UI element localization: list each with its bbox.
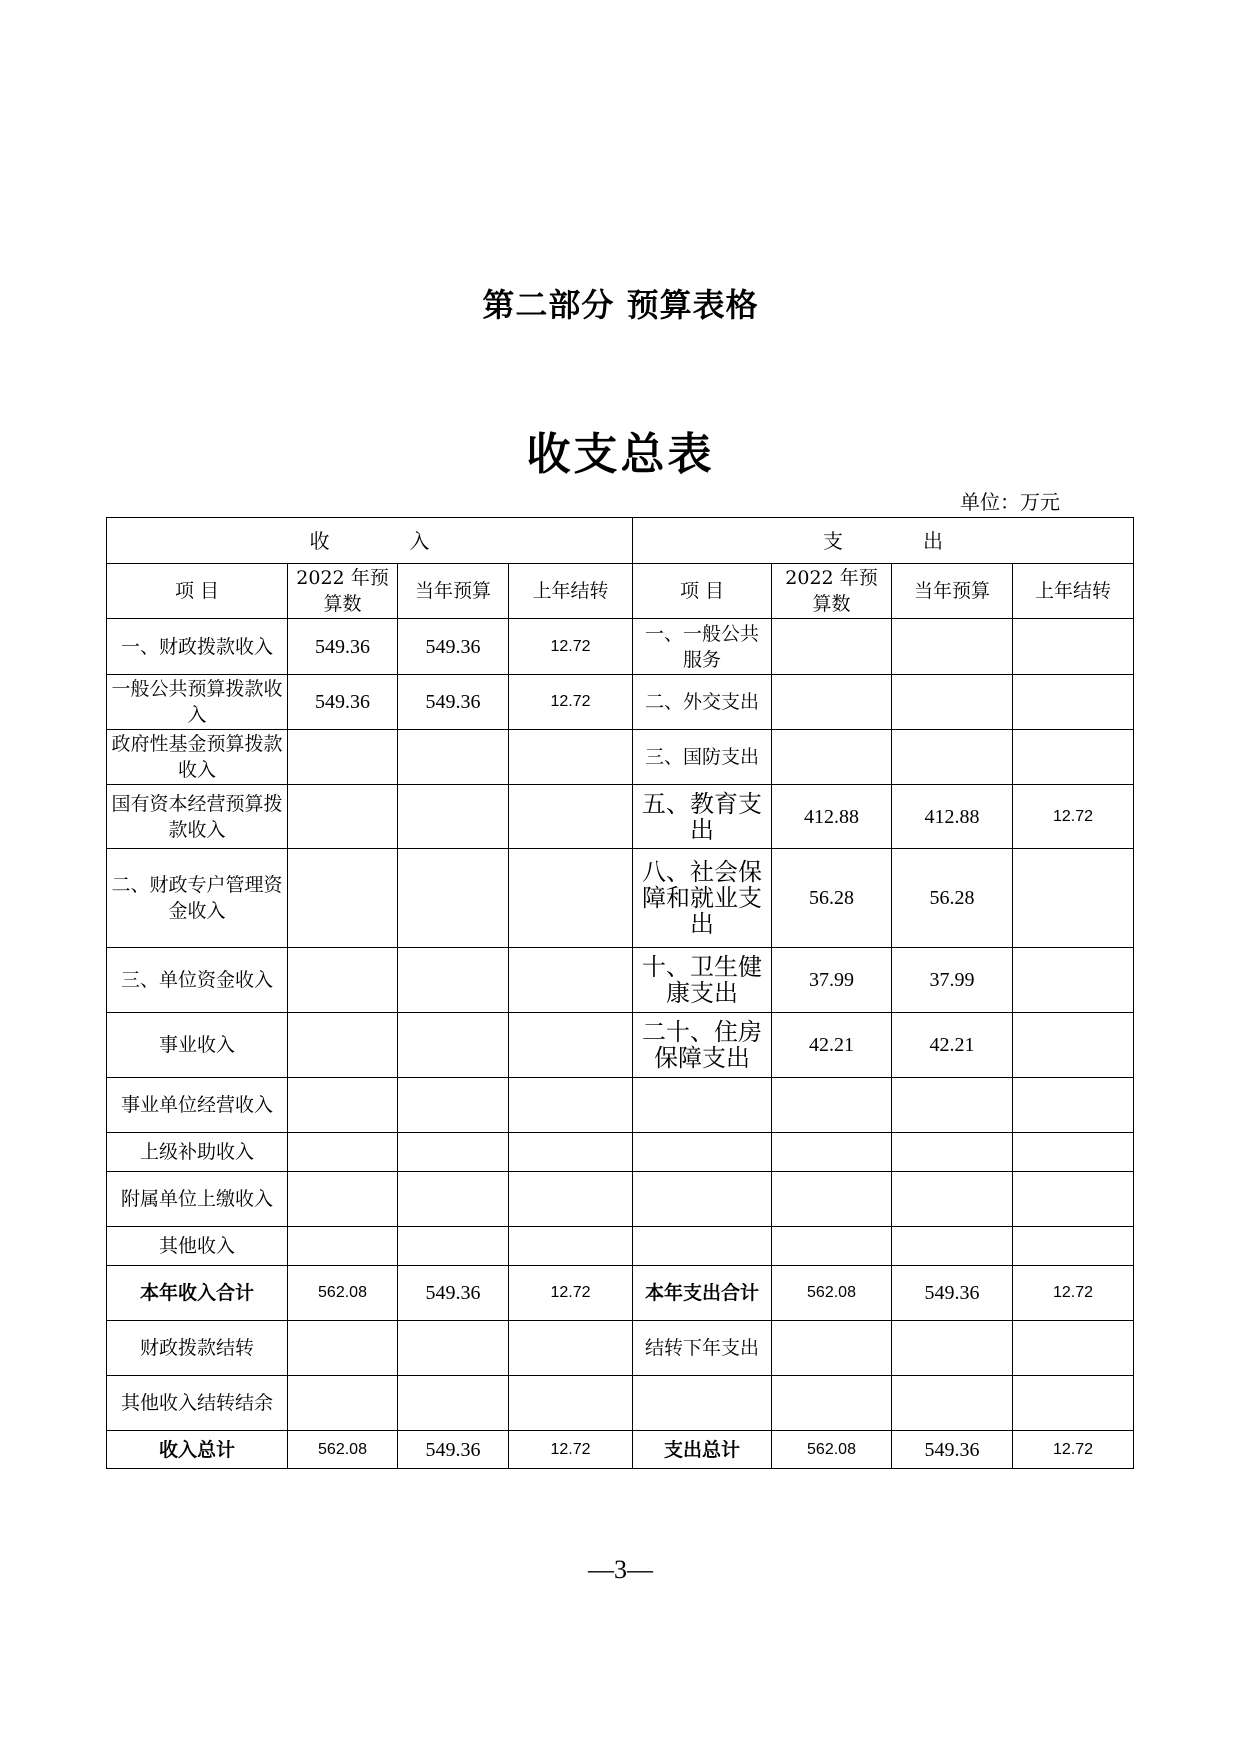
expense-current-cell: 42.21 bbox=[892, 1013, 1013, 1078]
expense-2022-cell: 42.21 bbox=[772, 1013, 892, 1078]
income-last-cell: 12.72 bbox=[509, 675, 633, 730]
expense-last-header: 上年结转 bbox=[1013, 564, 1134, 619]
table-row bbox=[107, 1227, 1134, 1266]
expense-item-cell: 结转下年支出 bbox=[633, 1321, 772, 1376]
income-2022-cell bbox=[288, 1078, 398, 1133]
income-current-cell: 549.36 bbox=[398, 1266, 509, 1321]
income-item-cell: 其他收入结转结余 bbox=[107, 1376, 288, 1431]
expense-2022-cell: 562.08 bbox=[772, 1431, 892, 1469]
income-item-cell: 收入总计 bbox=[107, 1431, 288, 1469]
income-item-cell: 财政拨款结转 bbox=[107, 1321, 288, 1376]
income-item-cell: 三、单位资金收入 bbox=[107, 948, 288, 1013]
income-current-cell bbox=[398, 1376, 509, 1431]
income-current-cell bbox=[398, 1078, 509, 1133]
expense-last-cell bbox=[1013, 1078, 1134, 1133]
income-group-char-2: 入 bbox=[409, 528, 430, 553]
table-row bbox=[107, 1431, 1134, 1469]
income-2022-cell bbox=[288, 849, 398, 948]
income-current-cell bbox=[398, 785, 509, 849]
income-item-cell: 本年收入合计 bbox=[107, 1266, 288, 1321]
expense-last-cell: 12.72 bbox=[1013, 785, 1134, 849]
expense-2022-cell: 37.99 bbox=[772, 948, 892, 1013]
income-last-cell bbox=[509, 849, 633, 948]
expense-item-cell: 支出总计 bbox=[633, 1431, 772, 1469]
income-current-cell: 549.36 bbox=[398, 675, 509, 730]
expense-last-cell bbox=[1013, 849, 1134, 948]
expense-item-cell bbox=[633, 1376, 772, 1431]
income-item-cell: 国有资本经营预算拨款收入 bbox=[107, 785, 288, 849]
expense-last-cell bbox=[1013, 948, 1134, 1013]
income-2022-cell bbox=[288, 948, 398, 1013]
income-group-char-1: 收 bbox=[309, 528, 330, 553]
income-2022-cell bbox=[288, 785, 398, 849]
table-row bbox=[107, 675, 1134, 730]
income-group-header bbox=[107, 518, 633, 564]
expense-current-cell bbox=[892, 1172, 1013, 1227]
income-2022-cell: 562.08 bbox=[288, 1431, 398, 1469]
expense-last-cell bbox=[1013, 1133, 1134, 1172]
income-current-cell bbox=[398, 1013, 509, 1078]
income-item-cell: 上级补助收入 bbox=[107, 1133, 288, 1172]
income-item-cell: 二、财政专户管理资金收入 bbox=[107, 849, 288, 948]
unit-label: 单位：万元 bbox=[960, 490, 1060, 514]
expense-item-cell: 十、卫生健康支出 bbox=[633, 948, 772, 1013]
expense-current-cell bbox=[892, 1227, 1013, 1266]
page-title: 收支总表 bbox=[526, 429, 715, 480]
income-item-cell: 一般公共预算拨款收入 bbox=[107, 675, 288, 730]
income-current-cell: 549.36 bbox=[398, 619, 509, 675]
page-number: —3— bbox=[588, 1555, 653, 1584]
income-last-cell: 12.72 bbox=[509, 1266, 633, 1321]
expense-item-cell: 二、外交支出 bbox=[633, 675, 772, 730]
expense-current-cell bbox=[892, 730, 1013, 785]
expense-2022-cell bbox=[772, 1172, 892, 1227]
income-2022-cell bbox=[288, 1133, 398, 1172]
group-header-row bbox=[107, 518, 1134, 564]
income-item-cell: 政府性基金预算拨款收入 bbox=[107, 730, 288, 785]
expense-last-cell bbox=[1013, 730, 1134, 785]
table-row bbox=[107, 1172, 1134, 1227]
income-last-cell bbox=[509, 1172, 633, 1227]
income-item-cell: 事业收入 bbox=[107, 1013, 288, 1078]
expense-current-cell bbox=[892, 1376, 1013, 1431]
income-last-cell bbox=[509, 1078, 633, 1133]
column-header-row bbox=[107, 564, 1134, 619]
expense-item-cell bbox=[633, 1133, 772, 1172]
expense-2022-header: 2022 年预算数 bbox=[772, 564, 892, 619]
income-current-cell bbox=[398, 1172, 509, 1227]
income-last-cell bbox=[509, 948, 633, 1013]
expense-group-header bbox=[633, 518, 1134, 564]
income-item-cell: 附属单位上缴收入 bbox=[107, 1172, 288, 1227]
table-row bbox=[107, 849, 1134, 948]
income-2022-cell bbox=[288, 730, 398, 785]
income-2022-cell bbox=[288, 1227, 398, 1266]
income-last-cell: 12.72 bbox=[509, 619, 633, 675]
expense-item-cell: 二十、住房保障支出 bbox=[633, 1013, 772, 1078]
income-2022-cell: 549.36 bbox=[288, 619, 398, 675]
expense-2022-cell bbox=[772, 1321, 892, 1376]
expense-last-cell bbox=[1013, 1321, 1134, 1376]
table-row bbox=[107, 948, 1134, 1013]
income-last-cell bbox=[509, 1133, 633, 1172]
expense-item-cell: 一、一般公共服务 bbox=[633, 619, 772, 675]
expense-current-cell: 56.28 bbox=[892, 849, 1013, 948]
expense-2022-cell bbox=[772, 1227, 892, 1266]
table-row bbox=[107, 1321, 1134, 1376]
expense-item-header: 项 目 bbox=[633, 564, 772, 619]
expense-2022-cell: 562.08 bbox=[772, 1266, 892, 1321]
income-2022-cell bbox=[288, 1321, 398, 1376]
income-item-cell: 一、财政拨款收入 bbox=[107, 619, 288, 675]
table-row bbox=[107, 619, 1134, 675]
income-current-cell: 549.36 bbox=[398, 1431, 509, 1469]
expense-last-cell bbox=[1013, 675, 1134, 730]
expense-current-cell: 412.88 bbox=[892, 785, 1013, 849]
expense-item-cell: 三、国防支出 bbox=[633, 730, 772, 785]
table-row bbox=[107, 730, 1134, 785]
expense-current-cell bbox=[892, 1321, 1013, 1376]
income-2022-cell: 562.08 bbox=[288, 1266, 398, 1321]
expense-2022-cell bbox=[772, 730, 892, 785]
income-current-cell bbox=[398, 1133, 509, 1172]
expense-2022-cell bbox=[772, 619, 892, 675]
income-2022-cell bbox=[288, 1376, 398, 1431]
expense-item-cell: 五、教育支出 bbox=[633, 785, 772, 849]
income-2022-cell: 549.36 bbox=[288, 675, 398, 730]
expense-current-cell: 549.36 bbox=[892, 1431, 1013, 1469]
budget-summary-table bbox=[106, 517, 1134, 1469]
income-current-cell bbox=[398, 730, 509, 785]
income-last-cell bbox=[509, 785, 633, 849]
expense-2022-cell: 412.88 bbox=[772, 785, 892, 849]
income-2022-header: 2022 年预算数 bbox=[288, 564, 398, 619]
income-last-cell bbox=[509, 1376, 633, 1431]
expense-2022-cell bbox=[772, 675, 892, 730]
income-item-header: 项 目 bbox=[107, 564, 288, 619]
income-last-cell bbox=[509, 1321, 633, 1376]
expense-2022-cell bbox=[772, 1376, 892, 1431]
expense-2022-cell bbox=[772, 1078, 892, 1133]
income-last-cell bbox=[509, 1013, 633, 1078]
table-row bbox=[107, 1078, 1134, 1133]
expense-current-cell: 549.36 bbox=[892, 1266, 1013, 1321]
income-last-cell bbox=[509, 1227, 633, 1266]
expense-current-cell bbox=[892, 619, 1013, 675]
income-current-cell bbox=[398, 849, 509, 948]
expense-item-cell: 本年支出合计 bbox=[633, 1266, 772, 1321]
table-row bbox=[107, 1266, 1134, 1321]
expense-last-cell bbox=[1013, 1227, 1134, 1266]
income-2022-cell bbox=[288, 1013, 398, 1078]
table-row bbox=[107, 1133, 1134, 1172]
table-row bbox=[107, 1376, 1134, 1431]
expense-item-cell bbox=[633, 1078, 772, 1133]
expense-current-cell bbox=[892, 1078, 1013, 1133]
expense-last-cell bbox=[1013, 1376, 1134, 1431]
expense-current-cell bbox=[892, 675, 1013, 730]
expense-current-cell: 37.99 bbox=[892, 948, 1013, 1013]
expense-last-cell bbox=[1013, 1013, 1134, 1078]
income-last-cell: 12.72 bbox=[509, 1431, 633, 1469]
expense-2022-cell: 56.28 bbox=[772, 849, 892, 948]
expense-current-cell bbox=[892, 1133, 1013, 1172]
expense-group-char-1: 支 bbox=[823, 528, 843, 553]
table-row bbox=[107, 785, 1134, 849]
income-current-cell bbox=[398, 1227, 509, 1266]
income-last-cell bbox=[509, 730, 633, 785]
expense-last-cell bbox=[1013, 1172, 1134, 1227]
income-item-cell: 事业单位经营收入 bbox=[107, 1078, 288, 1133]
income-current-cell bbox=[398, 948, 509, 1013]
table-body bbox=[107, 619, 1134, 1469]
expense-last-cell: 12.72 bbox=[1013, 1266, 1134, 1321]
expense-2022-cell bbox=[772, 1133, 892, 1172]
expense-last-cell bbox=[1013, 619, 1134, 675]
expense-group-char-2: 出 bbox=[923, 528, 943, 553]
expense-last-cell: 12.72 bbox=[1013, 1431, 1134, 1469]
income-current-cell bbox=[398, 1321, 509, 1376]
income-last-header: 上年结转 bbox=[509, 564, 633, 619]
income-2022-cell bbox=[288, 1172, 398, 1227]
income-current-header: 当年预算 bbox=[398, 564, 509, 619]
table-row bbox=[107, 1013, 1134, 1078]
expense-item-cell bbox=[633, 1172, 772, 1227]
expense-current-header: 当年预算 bbox=[892, 564, 1013, 619]
income-item-cell: 其他收入 bbox=[107, 1227, 288, 1266]
expense-item-cell bbox=[633, 1227, 772, 1266]
expense-item-cell: 八、社会保障和就业支出 bbox=[633, 849, 772, 948]
part-title: 第二部分 预算表格 bbox=[482, 286, 759, 324]
